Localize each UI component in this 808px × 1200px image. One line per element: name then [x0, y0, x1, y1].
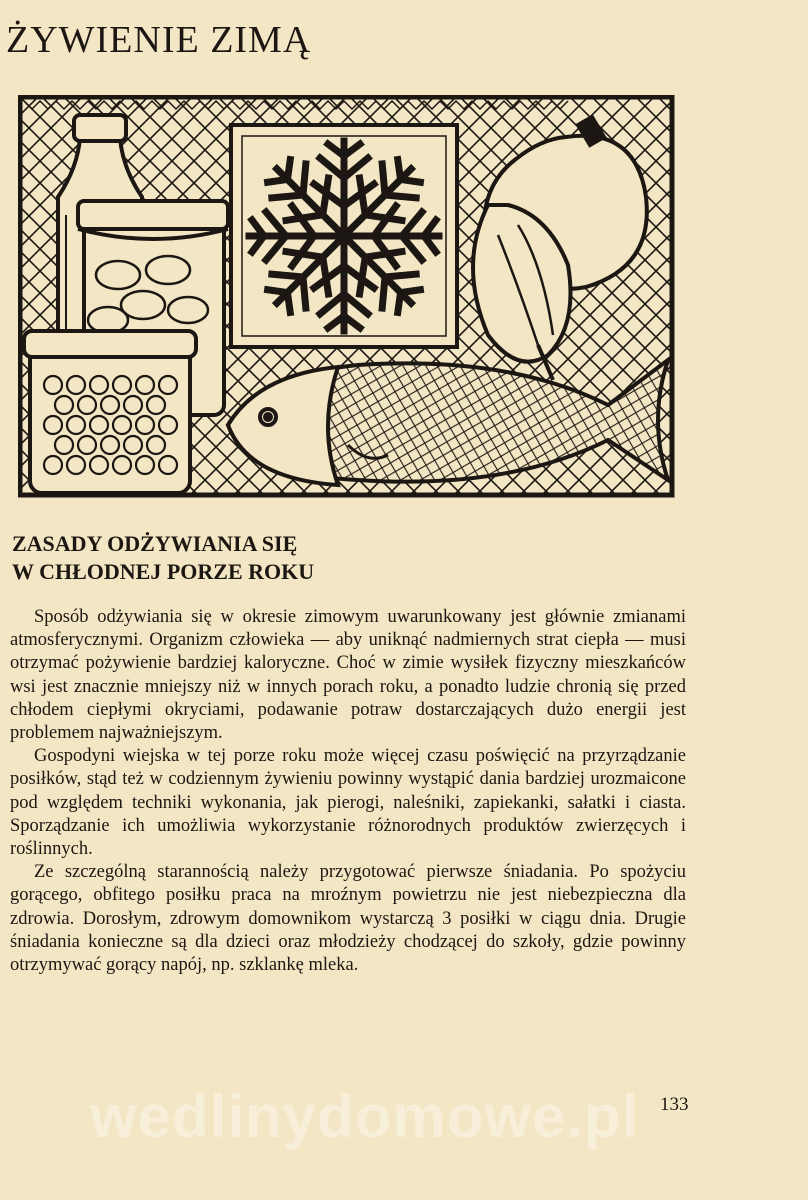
article-body — [10, 606, 686, 977]
paragraph: Sposób odżywiania się w okresie zimowym uwarunkowany jest głównie zmianami atmosferycznymi. Organizm człowieka — aby uniknąć nadmiernych strat ciepła — musi otrzymać pożywienie bardziej kaloryczne. Choć w zimie wysiłek fizyczny mieszkańców wsi jest znacznie mniejszy niż w innych porach roku, a ponadto ludzie chronią się przed chłodem ciepłymi okryciami, podawanie potraw dostarczających dużo energii jest problemem najważniejszym. — [10, 607, 686, 744]
section-heading-line-2: W CHŁODNEJ PORZE ROKU — [12, 559, 315, 584]
paragraph: Gospodyni wiejska w tej porze roku może więcej czasu poświęcić na przyrządzanie posiłków, stąd też w codziennym żywieniu powinny wystąpić dania bardziej urozmaicone pod względem techniki wykonania, jak pierogi, naleśniki, zapiekanki, sałatki i ciasta. Sporządzanie ich umożliwia wykorzystanie różnorodnych produktów zwierzęcych i roślinnych. — [10, 746, 686, 860]
pea-jar-icon — [24, 331, 196, 493]
watermark: wedlinydomowe.pl — [90, 1083, 640, 1150]
paragraph: Ze szczególną starannością należy przygotować pierwsze śniadania. Po spożyciu gorącego, obfitego posiłku praca na mroźnym powietrzu nie jest niebezpieczna dla zdrowia. Dorosłym, zdrowym domownikom wystarczą 3 posiłki w ciągu dnia. Drugie śniadania konieczne są dla dzieci oraz młodzieży chodzącej do szkoły, gdzie powinny otrzymywać gorący napój, np. szklankę mleka. — [10, 862, 686, 976]
page-number: 133 — [660, 1094, 689, 1115]
section-heading-line-1: ZASADY ODŻYWIANIA SIĘ — [12, 531, 298, 556]
page-title: ŻYWIENIE ZIMĄ — [6, 19, 312, 61]
snowflake-icon — [231, 125, 457, 347]
section-heading — [12, 530, 314, 586]
winter-food-illustration — [18, 95, 678, 500]
